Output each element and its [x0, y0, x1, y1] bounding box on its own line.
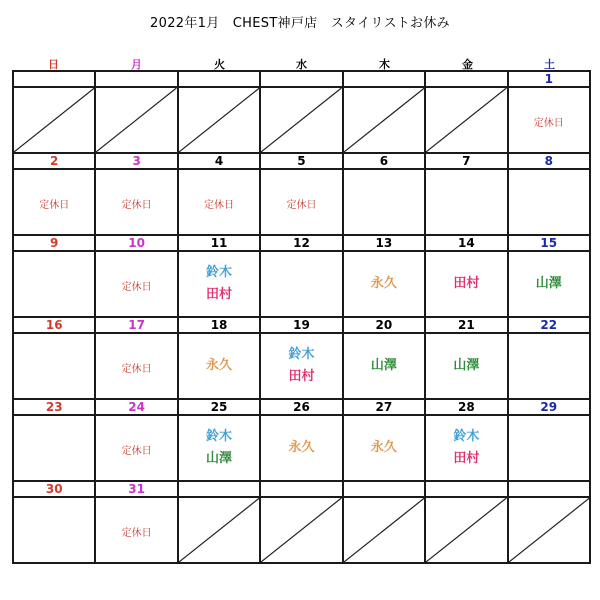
date-number: 21 — [425, 317, 507, 333]
empty-day-cell — [178, 87, 260, 153]
weekday-sun: 日 — [48, 58, 59, 71]
date-number: 2 — [13, 153, 95, 169]
day-cell — [343, 333, 425, 399]
staff-name: 鈴木 — [206, 265, 233, 280]
empty-day-cell — [95, 87, 177, 153]
page-title: 2022年1月 CHEST神戸店 スタイリストお休み — [150, 16, 450, 31]
staff-name: 鈴木 — [288, 347, 315, 362]
no-date-slash — [509, 498, 589, 562]
staff-name: 田村 — [288, 369, 315, 384]
date-number: 24 — [95, 399, 177, 415]
no-date-slash — [426, 88, 506, 152]
no-date-slash — [261, 88, 341, 152]
date-number: 6 — [343, 153, 425, 169]
date-number: 29 — [508, 399, 590, 415]
staff-name: 永久 — [370, 276, 397, 291]
weekday-header — [12, 56, 591, 70]
date-number: 10 — [95, 235, 177, 251]
day-cell — [13, 333, 95, 399]
staff-name: 田村 — [453, 451, 480, 466]
date-number — [508, 481, 590, 497]
staff-name: 山澤 — [206, 451, 233, 466]
day-cell — [425, 251, 507, 317]
date-number: 1 — [508, 71, 590, 87]
empty-day-cell — [343, 497, 425, 563]
date-number: 30 — [13, 481, 95, 497]
date-number: 26 — [260, 399, 342, 415]
date-number: 5 — [260, 153, 342, 169]
weekday-thu: 木 — [379, 58, 390, 71]
date-number — [260, 71, 342, 87]
empty-day-cell — [508, 497, 590, 563]
date-number — [178, 71, 260, 87]
closed-label: 定休日 — [121, 445, 152, 457]
week-1-content-row — [13, 87, 590, 153]
day-cell — [343, 415, 425, 481]
date-number: 15 — [508, 235, 590, 251]
date-number — [178, 481, 260, 497]
date-number: 3 — [95, 153, 177, 169]
date-number: 4 — [178, 153, 260, 169]
week-6-content-row — [13, 497, 590, 563]
no-date-slash — [261, 498, 341, 562]
day-cell — [13, 169, 95, 235]
closed-label: 定休日 — [204, 199, 235, 211]
date-number: 8 — [508, 153, 590, 169]
date-number: 23 — [13, 399, 95, 415]
date-number: 17 — [95, 317, 177, 333]
date-number — [343, 71, 425, 87]
day-cell — [343, 169, 425, 235]
date-number: 7 — [425, 153, 507, 169]
weekday-wed: 水 — [296, 58, 307, 71]
date-number: 16 — [13, 317, 95, 333]
staff-name: 山澤 — [535, 276, 562, 291]
staff-name: 永久 — [288, 440, 315, 455]
date-number: 27 — [343, 399, 425, 415]
day-cell — [260, 415, 342, 481]
empty-day-cell — [425, 497, 507, 563]
date-number: 11 — [178, 235, 260, 251]
day-cell — [508, 169, 590, 235]
day-cell — [425, 333, 507, 399]
day-cell — [178, 169, 260, 235]
day-cell — [178, 251, 260, 317]
staff-name: 永久 — [206, 358, 233, 373]
empty-day-cell — [260, 87, 342, 153]
week-6-date-row — [13, 481, 590, 497]
date-number — [13, 71, 95, 87]
day-cell — [95, 497, 177, 563]
week-2-date-row — [13, 153, 590, 169]
date-number: 19 — [260, 317, 342, 333]
empty-day-cell — [425, 87, 507, 153]
closed-label: 定休日 — [533, 117, 564, 129]
no-date-slash — [426, 498, 506, 562]
closed-label: 定休日 — [121, 363, 152, 375]
day-cell — [178, 415, 260, 481]
empty-day-cell — [13, 87, 95, 153]
empty-day-cell — [178, 497, 260, 563]
day-cell — [508, 87, 590, 153]
day-cell — [95, 333, 177, 399]
staff-name: 山澤 — [370, 358, 397, 373]
date-number: 12 — [260, 235, 342, 251]
day-cell — [95, 169, 177, 235]
date-number: 28 — [425, 399, 507, 415]
week-3-content-row — [13, 251, 590, 317]
day-cell — [95, 251, 177, 317]
calendar-grid — [12, 70, 591, 564]
week-3-date-row — [13, 235, 590, 251]
staff-name: 鈴木 — [206, 429, 233, 444]
day-cell — [425, 415, 507, 481]
weekday-sat: 土 — [544, 58, 555, 71]
closed-label: 定休日 — [121, 199, 152, 211]
date-number: 18 — [178, 317, 260, 333]
week-4-date-row — [13, 317, 590, 333]
no-date-slash — [14, 88, 94, 152]
day-cell — [178, 333, 260, 399]
no-date-slash — [96, 88, 176, 152]
day-cell — [508, 251, 590, 317]
date-number: 25 — [178, 399, 260, 415]
date-number — [95, 71, 177, 87]
day-cell — [13, 251, 95, 317]
empty-day-cell — [260, 497, 342, 563]
day-cell — [260, 251, 342, 317]
date-number — [343, 481, 425, 497]
week-2-content-row — [13, 169, 590, 235]
no-date-slash — [344, 498, 424, 562]
day-cell — [508, 333, 590, 399]
weekday-tue: 火 — [214, 58, 225, 71]
date-number — [260, 481, 342, 497]
day-cell — [343, 251, 425, 317]
week-5-content-row — [13, 415, 590, 481]
closed-label: 定休日 — [39, 199, 70, 211]
date-number: 13 — [343, 235, 425, 251]
day-cell — [260, 169, 342, 235]
staff-name: 鈴木 — [453, 429, 480, 444]
date-number: 9 — [13, 235, 95, 251]
day-cell — [508, 415, 590, 481]
week-1-date-row — [13, 71, 590, 87]
staff-name: 永久 — [370, 440, 397, 455]
day-cell — [425, 169, 507, 235]
weekday-mon: 月 — [131, 58, 142, 71]
date-number: 14 — [425, 235, 507, 251]
closed-label: 定休日 — [121, 281, 152, 293]
day-cell — [13, 497, 95, 563]
no-date-slash — [179, 88, 259, 152]
calendar-table — [12, 70, 591, 564]
staff-name: 山澤 — [453, 358, 480, 373]
date-number: 31 — [95, 481, 177, 497]
date-number — [425, 481, 507, 497]
empty-day-cell — [343, 87, 425, 153]
week-4-content-row — [13, 333, 590, 399]
closed-label: 定休日 — [286, 199, 317, 211]
day-cell — [260, 333, 342, 399]
date-number: 20 — [343, 317, 425, 333]
no-date-slash — [344, 88, 424, 152]
staff-name: 田村 — [453, 276, 480, 291]
weekday-fri: 金 — [462, 58, 473, 71]
date-number — [425, 71, 507, 87]
closed-label: 定休日 — [121, 527, 152, 539]
staff-name: 田村 — [206, 287, 233, 302]
date-number: 22 — [508, 317, 590, 333]
week-5-date-row — [13, 399, 590, 415]
day-cell — [95, 415, 177, 481]
day-cell — [13, 415, 95, 481]
no-date-slash — [179, 498, 259, 562]
